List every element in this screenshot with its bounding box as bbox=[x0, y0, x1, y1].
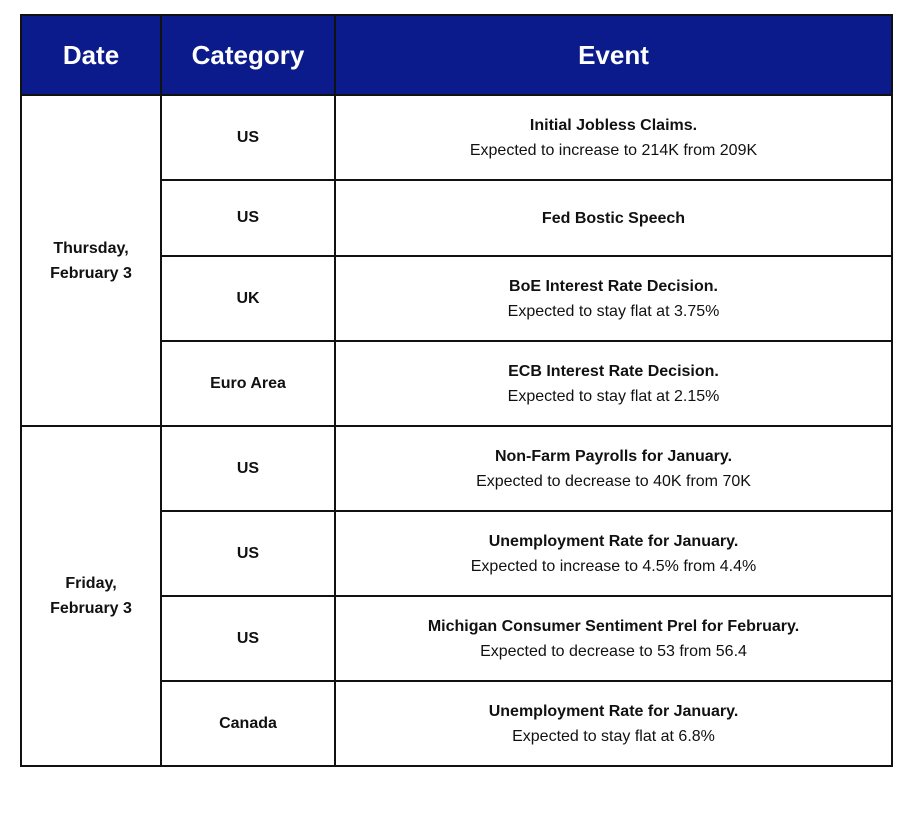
date-line2: February 3 bbox=[50, 600, 132, 617]
event-title: Initial Jobless Claims. bbox=[529, 116, 698, 134]
event-description: Expected to stay flat at 3.75% bbox=[507, 302, 720, 320]
date-cell bbox=[21, 95, 161, 426]
event-title: Michigan Consumer Sentiment Prel for February. bbox=[427, 617, 800, 635]
date-line1: Thursday, bbox=[53, 239, 129, 257]
category-cell: US bbox=[161, 511, 335, 596]
category-cell: US bbox=[161, 426, 335, 511]
date-line2: February 3 bbox=[50, 264, 132, 282]
table-row bbox=[21, 95, 892, 180]
event-cell bbox=[335, 95, 892, 180]
category-cell: Euro Area bbox=[161, 341, 335, 426]
event-title: Unemployment Rate for January. bbox=[488, 702, 739, 720]
event-cell bbox=[335, 256, 892, 341]
category-cell: UK bbox=[161, 256, 335, 341]
event-description: Expected to stay flat at 2.15% bbox=[507, 387, 720, 405]
header-event: Event bbox=[335, 15, 892, 95]
event-title: Fed Bostic Speech bbox=[541, 209, 686, 227]
category-cell: Canada bbox=[161, 681, 335, 766]
table-row bbox=[21, 426, 892, 511]
event-title: Unemployment Rate for January. bbox=[488, 532, 739, 550]
header-category: Category bbox=[161, 15, 335, 95]
event-title: BoE Interest Rate Decision. bbox=[509, 277, 718, 295]
category-cell: US bbox=[161, 95, 335, 180]
event-cell bbox=[335, 681, 892, 766]
table-header bbox=[21, 15, 892, 95]
header-date: Date bbox=[21, 15, 161, 95]
date-line1: Friday, bbox=[65, 575, 117, 592]
event-description: Expected to stay flat at 6.8% bbox=[512, 727, 715, 745]
header-row bbox=[21, 15, 892, 95]
event-cell bbox=[335, 596, 892, 681]
event-cell bbox=[335, 511, 892, 596]
event-cell bbox=[335, 426, 892, 511]
category-cell: US bbox=[161, 596, 335, 681]
economic-calendar-table bbox=[20, 14, 893, 767]
table-body bbox=[21, 95, 892, 766]
event-cell bbox=[335, 180, 892, 256]
event-description: Expected to decrease to 40K from 70K bbox=[476, 472, 751, 490]
event-description: Expected to decrease to 53 from 56.4 bbox=[480, 642, 747, 660]
date-cell bbox=[21, 426, 161, 766]
event-title: Non-Farm Payrolls for January. bbox=[494, 447, 733, 465]
event-cell bbox=[335, 341, 892, 426]
event-description: Expected to increase to 214K from 209K bbox=[469, 141, 758, 159]
event-title: ECB Interest Rate Decision. bbox=[508, 362, 719, 380]
event-description: Expected to increase to 4.5% from 4.4% bbox=[470, 557, 757, 575]
category-cell: US bbox=[161, 180, 335, 256]
